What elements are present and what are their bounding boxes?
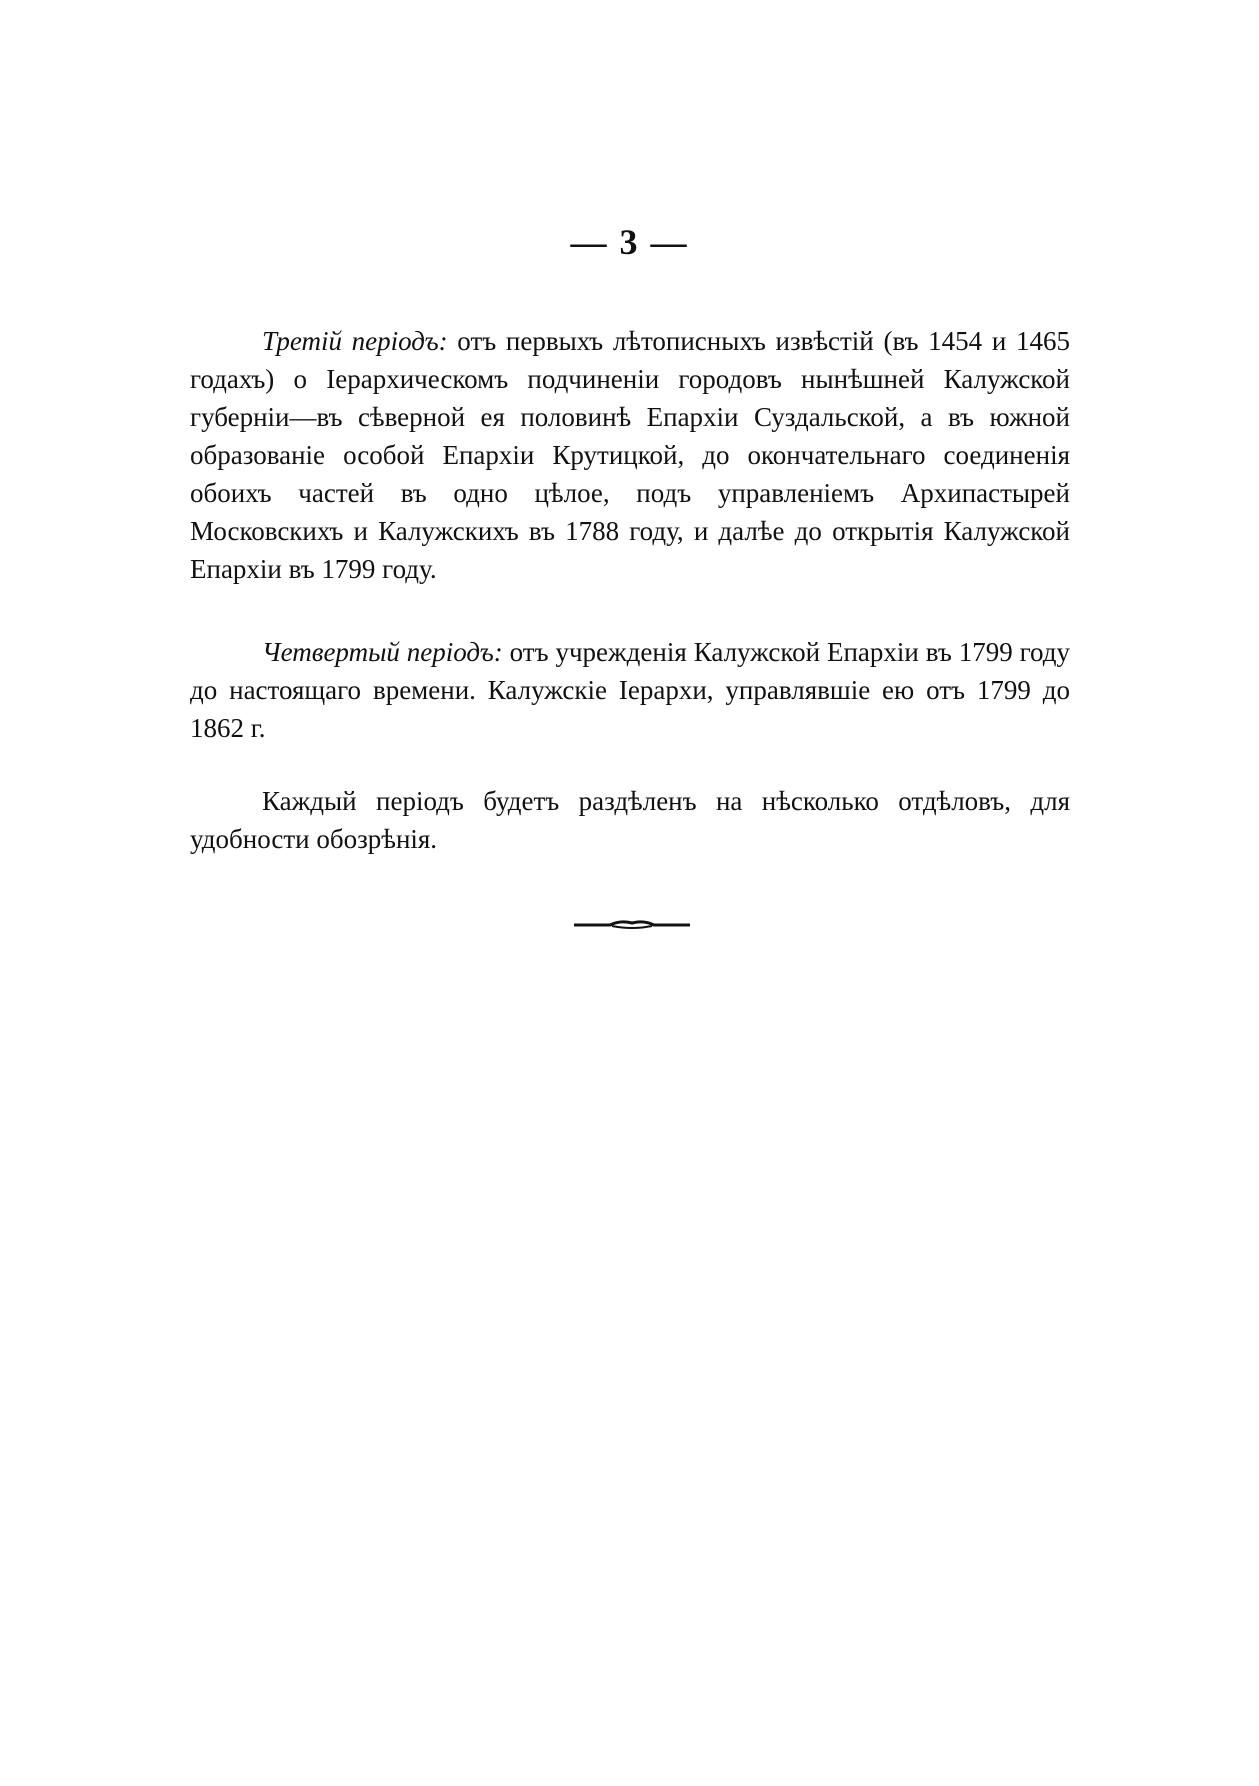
paragraph-third-period — [190, 322, 1070, 588]
paragraph-fourth-period — [190, 633, 1070, 747]
paragraph-text: отъ учрежденія Калужской Епархіи въ 1799 году до настоящаго времени. Калужскіе Іерархи, управлявшіе ею отъ 1799 до 1862 г. — [190, 637, 1070, 743]
page-number: — 3 — — [570, 222, 689, 262]
paragraph-lead: Третій періодъ: — [262, 326, 448, 356]
paragraph-division-note — [190, 782, 1070, 858]
paragraph-text: отъ первыхъ лѣтописныхъ извѣстій (въ 1454 и 1465 годахъ) о Іерархическомъ подчиненіи городовъ нынѣшней Калужской губерніи—въ сѣверной ея половинѣ Епархіи Суздальской, а въ южной образованіе особой Епархіи Крутицкой, до окончательнаго соединенія обоихъ частей въ одно цѣлое, подъ управленіемъ Архипастырей Московскихъ и Калужскихъ въ 1788 году, и далѣе до открытія Калужской Епархіи въ 1799 году. — [190, 326, 1070, 584]
paragraph-text: Каждый періодъ будетъ раздѣленъ на нѣсколько отдѣловъ, для удобности обозрѣнія. — [190, 786, 1070, 854]
decorative-rule-icon — [572, 918, 692, 932]
paragraph-lead: Четвертый періодъ: — [262, 637, 503, 667]
